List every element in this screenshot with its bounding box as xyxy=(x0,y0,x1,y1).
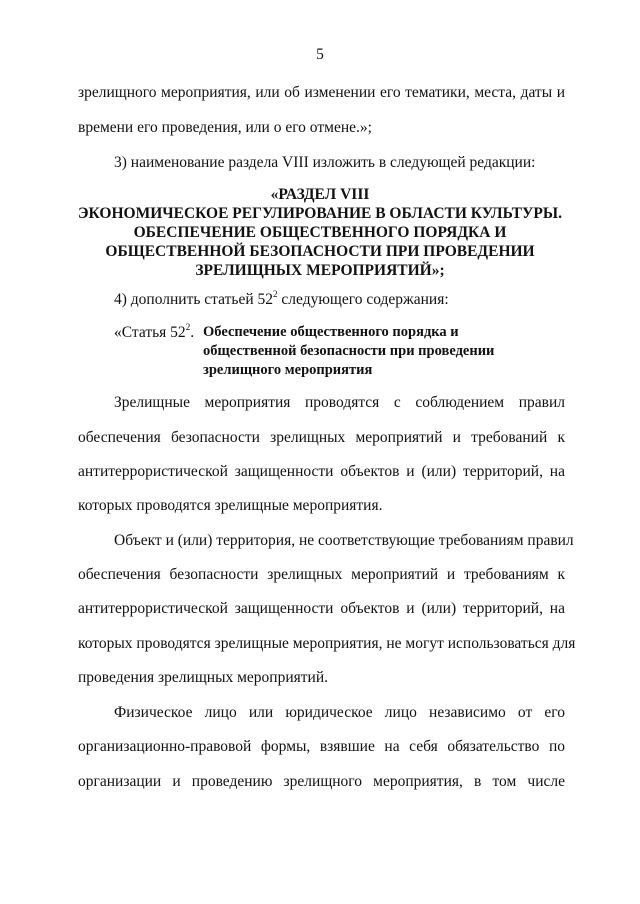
article-label-dot: . xyxy=(190,324,195,341)
text-line: антитеррористической защищенности объектов и (или) территорий, на xyxy=(78,463,565,480)
heading-line: ЗРЕЛИЩНЫХ МЕРОПРИЯТИЙ»; xyxy=(195,262,445,279)
heading-line: «РАЗДЕЛ VIII xyxy=(270,186,370,203)
item4-text-end: следующего содержания: xyxy=(277,291,449,308)
text-line: организации и проведению зрелищного мероприятия, в том числе xyxy=(78,773,565,790)
text-line: организационно-правовой формы, взявшие на себя обязательство по xyxy=(78,738,565,755)
article-label-text: «Статья 52 xyxy=(114,324,186,341)
heading-line: ЭКОНОМИЧЕСКОЕ РЕГУЛИРОВАНИЕ В ОБЛАСТИ КУЛЬТУРЫ. xyxy=(78,205,562,222)
text-line: времени его проведения, или о его отмене.»; xyxy=(78,119,372,136)
page-number: 5 xyxy=(316,46,324,63)
item4-text: 4) дополнить статьей 52 xyxy=(114,291,274,308)
text-line: проведения зрелищных мероприятий. xyxy=(78,669,329,686)
text-line: обеспечения безопасности зрелищных мероприятий и требований к xyxy=(78,429,565,446)
text-line: Объект и (или) территория, не соответствующие требованиям правил xyxy=(114,532,574,549)
article-title-line: Обеспечение общественного порядка и xyxy=(203,324,459,340)
text-line: которых проводятся зрелищные мероприятия. xyxy=(78,497,383,514)
text-line: обеспечения безопасности зрелищных мероприятий и требованиям к xyxy=(78,566,565,583)
article-title-line: общественной безопасности при проведении xyxy=(203,343,495,359)
article-title-line: зрелищного мероприятия xyxy=(203,362,373,378)
text-line: которых проводятся зрелищные мероприятия, не могут использоваться для xyxy=(78,635,576,652)
heading-line: ОБЩЕСТВЕННОЙ БЕЗОПАСНОСТИ ПРИ ПРОВЕДЕНИИ xyxy=(105,243,535,260)
article-label xyxy=(114,323,194,343)
text-line: Зрелищные мероприятия проводятся с соблюдением правил xyxy=(114,394,565,411)
superscript: 2 xyxy=(273,289,278,299)
superscript: 2 xyxy=(185,322,191,332)
text-line: зрелищного мероприятия, или об изменении его тематики, места, даты и xyxy=(78,84,565,101)
text-line xyxy=(114,290,565,310)
text-line: антитеррористической защищенности объектов и (или) территорий, на xyxy=(78,600,565,617)
text-line: Физическое лицо или юридическое лицо независимо от его xyxy=(114,704,565,721)
text-line: 3) наименование раздела VIII изложить в следующей редакции: xyxy=(114,154,536,171)
heading-line: ОБЕСПЕЧЕНИЕ ОБЩЕСТВЕННОГО ПОРЯДКА И xyxy=(133,224,507,241)
